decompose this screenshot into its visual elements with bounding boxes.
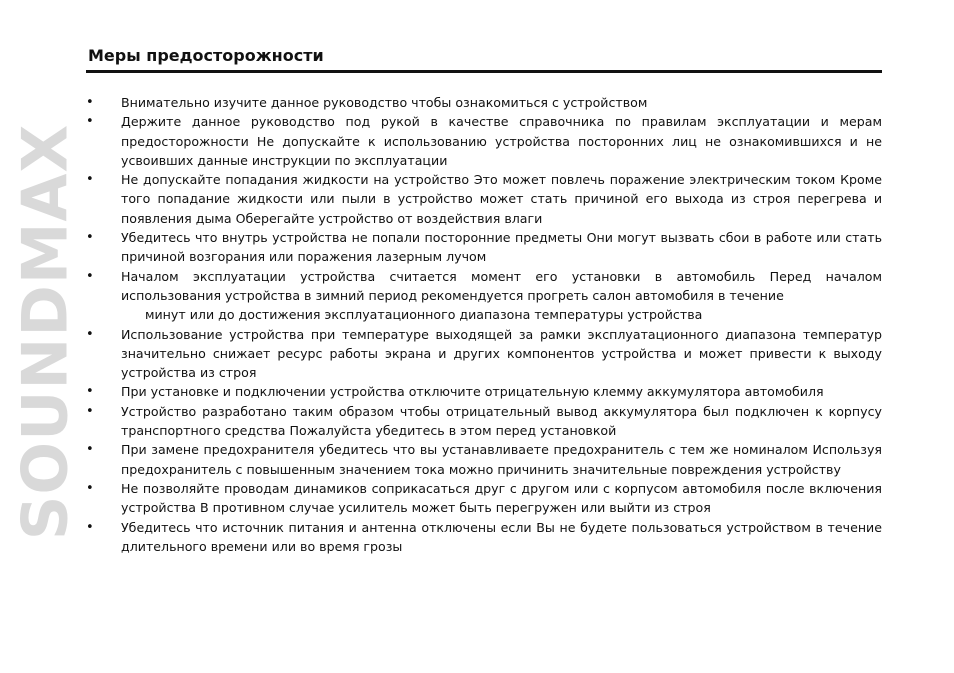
- bullet-icon: •: [86, 172, 94, 188]
- bullet-icon: •: [86, 519, 94, 535]
- list-item-text: Убедитесь что источник питания и антенна отключены если Вы не будете пользоваться устройством в течение длительного времени или во время грозы: [121, 519, 882, 554]
- list-item-text: Внимательно изучите данное руководство чтобы ознакомиться с устройством: [121, 95, 648, 110]
- bullet-icon: •: [86, 95, 94, 110]
- list-item: [86, 325, 882, 383]
- bullet-icon: •: [86, 268, 94, 284]
- bullet-icon: •: [86, 442, 94, 458]
- list-item-text: Не допускайте попадания жидкости на устройство Это может повлечь поражение электрическим током Кроме того попадание жидкости или пыли в устройство может стать причиной его выхода из строя перегрева и появления дыма Оберегайте устройство от воздействия влаги: [121, 172, 882, 226]
- list-item-text: Держите данное руководство под рукой в качестве справочника по правилам эксплуатации и мерам предосторожности Не допускайте к использованию устройства посторонних лиц не ознакомившихся и не усвоивших данные инструкции по эксплуатации: [121, 114, 882, 168]
- list-item: [86, 402, 882, 441]
- list-item: [86, 93, 882, 112]
- list-item-text: При замене предохранителя убедитесь что вы устанавливаете предохранитель с тем же номиналом Используя предохранитель с повышенным значением тока можно причинить значительные повреждения устройству: [121, 442, 882, 477]
- list-item-continuation: минут или до достижения эксплуатационного диапазона температуры устройства: [145, 307, 703, 323]
- list-item: [86, 228, 882, 267]
- bullet-icon: •: [86, 230, 94, 246]
- brand-logo-text: SOUNDMAX: [8, 123, 82, 541]
- list-item: [86, 170, 882, 228]
- list-item-text: Не позволяйте проводам динамиков соприкасаться друг с другом или с корпусом автомобиля после включения устройства В противном случае усилитель может быть перегружен или выйти из строя: [121, 480, 882, 516]
- section-title: Меры предосторожности: [88, 46, 324, 65]
- bullet-icon: •: [86, 326, 94, 342]
- bullet-icon: •: [86, 384, 94, 400]
- brand-watermark: [8, 56, 82, 608]
- list-item: [86, 440, 882, 479]
- list-item: [86, 112, 882, 170]
- list-item: [86, 382, 882, 401]
- list-item-text: Убедитесь что внутрь устройства не попали посторонние предметы Они могут вызвать сбои в работе или стать причиной возгорания или поражения лазерным лучом: [121, 230, 882, 265]
- bullet-icon: •: [86, 403, 94, 419]
- list-item-text: Использование устройства при температуре выходящей за рамки эксплуатационного диапазона температур значительно снижает ресурс работы экрана и других компонентов устройства и может привести к выходу устройства из строя: [121, 326, 882, 381]
- title-underline: [86, 70, 882, 73]
- list-item: [86, 479, 882, 518]
- list-item: [86, 518, 882, 557]
- list-item-text: Устройство разработано таким образом чтобы отрицательный вывод аккумулятора был подключен к корпусу транспортного средства Пожалуйста убедитесь в этом перед установкой: [121, 403, 882, 439]
- list-item-text: При установке и подключении устройства отключите отрицательную клемму аккумулятора автомобиля: [121, 384, 824, 400]
- bullet-icon: •: [86, 480, 94, 496]
- bullet-icon: •: [86, 114, 94, 130]
- list-item-text: Началом эксплуатации устройства считается момент его установки в автомобиль Перед началом использования устройства в зимний период рекомендуется прогреть салон автомобиля в течение: [121, 268, 882, 303]
- list-item: [86, 267, 882, 325]
- precautions-list: [86, 93, 882, 556]
